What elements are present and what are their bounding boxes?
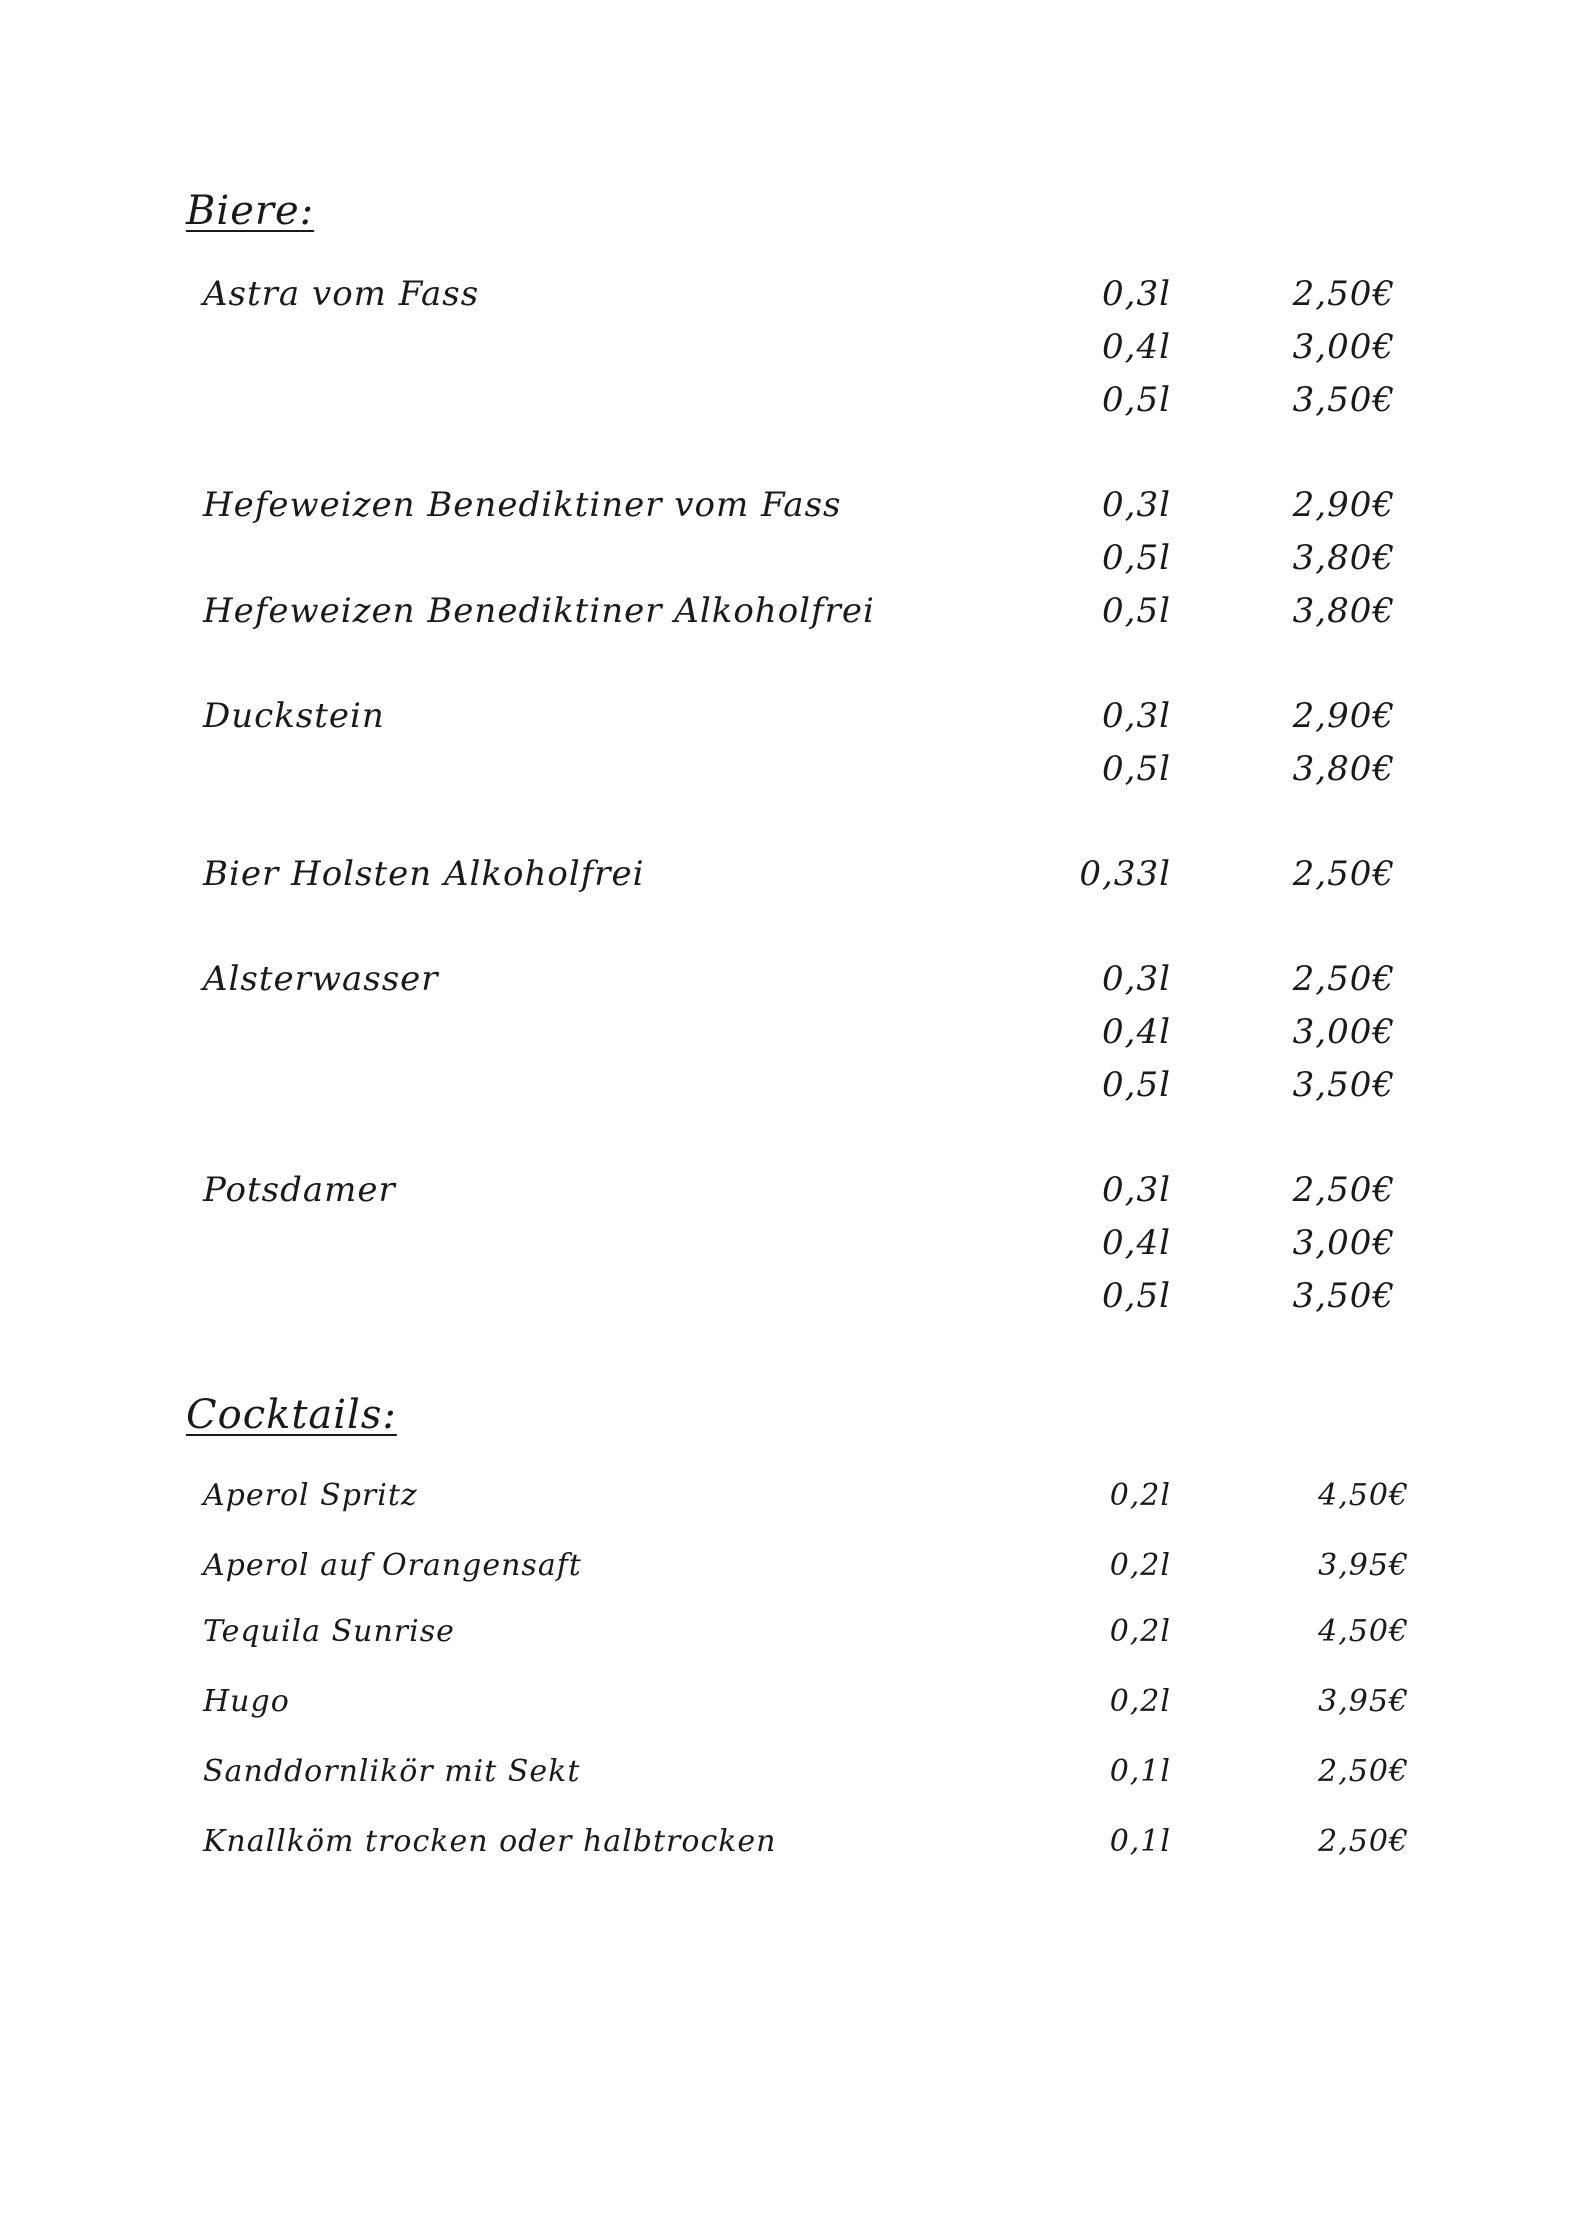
menu-row [0,1754,1571,1804]
menu-row [0,1684,1571,1734]
item-volume: 0,2l [1109,1684,1171,1719]
item-name: Astra vom Fass [203,274,480,314]
item-name: Knallköm trocken oder halbtrocken [203,1824,777,1859]
menu-row [0,1614,1571,1664]
item-name: Sanddornlikör mit Sekt [203,1754,581,1789]
item-volume: 0,5l [1102,591,1171,631]
menu-row [0,538,1571,588]
item-volume: 0,3l [1102,274,1171,314]
item-volume: 0,5l [1102,1276,1171,1316]
item-volume: 0,2l [1109,1548,1171,1583]
item-name: Tequila Sunrise [203,1614,455,1649]
menu-row [0,380,1571,430]
item-price: 3,95€ [1318,1548,1409,1583]
menu-row [0,1223,1571,1273]
item-volume: 0,5l [1102,749,1171,789]
item-price: 2,50€ [1318,1824,1409,1859]
menu-row [0,1170,1571,1220]
item-volume: 0,5l [1102,380,1171,420]
item-volume: 0,3l [1102,1170,1171,1210]
item-name: Hefeweizen Benediktiner vom Fass [203,485,842,525]
menu-row [0,591,1571,641]
section-title-biere: Biere: [186,188,315,234]
item-price: 3,00€ [1292,1223,1395,1263]
menu-row [0,274,1571,324]
item-volume: 0,3l [1102,696,1171,736]
item-name: Bier Holsten Alkoholfrei [203,854,645,894]
item-name: Hefeweizen Benediktiner Alkoholfrei [203,591,875,631]
item-price: 3,50€ [1292,1065,1395,1105]
menu-row [0,854,1571,904]
item-volume: 0,3l [1102,485,1171,525]
item-volume: 0,5l [1102,538,1171,578]
item-price: 3,50€ [1292,380,1395,420]
item-volume: 0,33l [1079,854,1171,894]
menu-row [0,485,1571,535]
item-volume: 0,4l [1102,327,1171,367]
item-price: 2,50€ [1292,959,1395,999]
item-volume: 0,1l [1109,1824,1171,1859]
item-price: 2,90€ [1292,485,1395,525]
menu-row [0,696,1571,746]
item-volume: 0,1l [1109,1754,1171,1789]
item-volume: 0,2l [1109,1478,1171,1513]
item-name: Aperol Spritz [203,1478,418,1513]
menu-row [0,1548,1571,1598]
item-volume: 0,4l [1102,1012,1171,1052]
item-name: Duckstein [203,696,385,736]
item-volume: 0,5l [1102,1065,1171,1105]
menu-row [0,1065,1571,1115]
item-price: 3,80€ [1292,591,1395,631]
item-price: 3,00€ [1292,327,1395,367]
item-price: 2,50€ [1292,1170,1395,1210]
item-price: 3,00€ [1292,1012,1395,1052]
item-price: 3,50€ [1292,1276,1395,1316]
item-price: 4,50€ [1318,1614,1409,1649]
menu-row [0,1478,1571,1528]
menu-row [0,1012,1571,1062]
menu-row [0,959,1571,1009]
item-volume: 0,4l [1102,1223,1171,1263]
item-price: 2,90€ [1292,696,1395,736]
menu-row [0,749,1571,799]
item-price: 3,80€ [1292,749,1395,789]
menu-row [0,1824,1571,1874]
item-volume: 0,3l [1102,959,1171,999]
menu-row [0,1276,1571,1326]
item-price: 2,50€ [1292,274,1395,314]
item-price: 2,50€ [1318,1754,1409,1789]
item-price: 3,80€ [1292,538,1395,578]
item-price: 2,50€ [1292,854,1395,894]
item-name: Aperol auf Orangensaft [203,1548,582,1583]
item-name: Alsterwasser [203,959,439,999]
item-price: 3,95€ [1318,1684,1409,1719]
item-name: Hugo [203,1684,290,1719]
menu-row [0,327,1571,377]
item-price: 4,50€ [1318,1478,1409,1513]
section-title-cocktails: Cocktails: [186,1392,397,1438]
item-name: Potsdamer [203,1170,396,1210]
item-volume: 0,2l [1109,1614,1171,1649]
